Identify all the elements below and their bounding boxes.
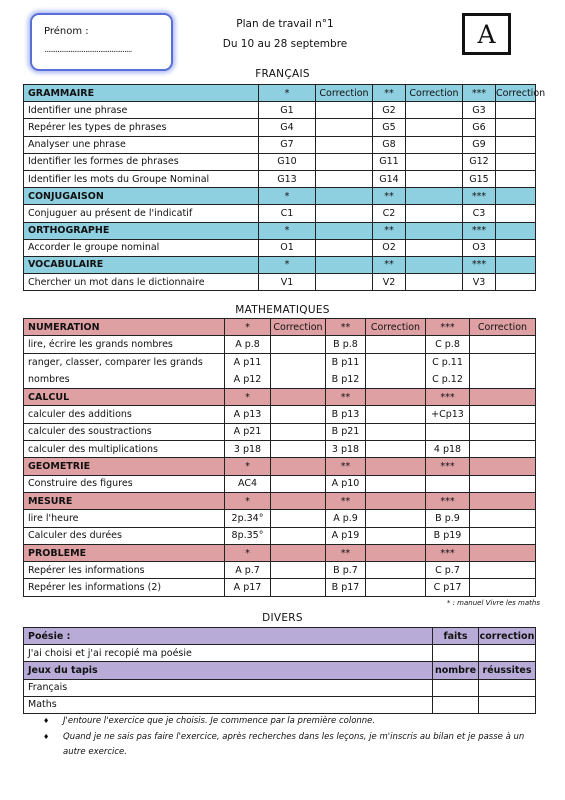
- section-label: CALCUL: [24, 389, 225, 406]
- date-range: Du 10 au 28 septembre: [222, 38, 348, 50]
- exercise-ref: B p17: [326, 579, 366, 596]
- level-header: **: [373, 85, 406, 102]
- skill-label: Chercher un mot dans le dictionnaire: [24, 274, 259, 291]
- skill-label: lire l'heure: [24, 510, 225, 527]
- check-cell[interactable]: [366, 510, 426, 527]
- exercise-ref: G2: [373, 102, 406, 119]
- level-header: **: [326, 492, 366, 509]
- check-cell[interactable]: [496, 136, 536, 153]
- level-header: réussites: [479, 662, 536, 679]
- check-cell[interactable]: [366, 441, 426, 458]
- check-cell[interactable]: [271, 562, 326, 579]
- exercise-ref: [426, 475, 470, 492]
- skill-label: Identifier une phrase: [24, 102, 259, 119]
- check-cell: [271, 458, 326, 475]
- exercise-ref: B p.8: [326, 336, 366, 353]
- level-header: correction: [479, 628, 536, 645]
- name-label: Prénom :: [44, 26, 89, 37]
- exercise-ref: V1: [259, 274, 316, 291]
- level-header: **: [326, 544, 366, 561]
- document-title-block: [210, 14, 360, 54]
- check-cell[interactable]: [366, 475, 426, 492]
- check-cell[interactable]: [271, 527, 326, 544]
- check-cell: [366, 458, 426, 475]
- exercise-ref: A p21: [225, 423, 271, 440]
- check-cell[interactable]: [271, 353, 326, 389]
- exercise-ref: G15: [463, 170, 496, 187]
- check-cell: [366, 544, 426, 561]
- level-header: **: [373, 188, 406, 205]
- table-row: [24, 353, 536, 389]
- skill-label: calculer des multiplications: [24, 441, 225, 458]
- level-header: ***: [463, 85, 496, 102]
- check-cell: [271, 492, 326, 509]
- check-cell[interactable]: [470, 475, 536, 492]
- level-header: *: [259, 188, 316, 205]
- section-header-row: [24, 319, 536, 336]
- table-row: [24, 170, 536, 187]
- exercise-ref: G14: [373, 170, 406, 187]
- exercise-ref: C2: [373, 205, 406, 222]
- section-label: GRAMMAIRE: [24, 85, 259, 102]
- exercise-ref: +Cp13: [426, 406, 470, 423]
- check-cell[interactable]: [496, 153, 536, 170]
- level-badge: A: [462, 13, 511, 55]
- table-row: [24, 441, 536, 458]
- check-cell[interactable]: [470, 406, 536, 423]
- check-cell[interactable]: [479, 679, 536, 696]
- level-header: ***: [463, 256, 496, 273]
- level-header: **: [373, 222, 406, 239]
- level-header: ***: [426, 544, 470, 561]
- table-row: [24, 239, 536, 256]
- instruction-item: ♦ J'entoure l'exercice que je choisis. Je commence par la première colonne.: [43, 714, 538, 730]
- table-row: [24, 136, 536, 153]
- divers-title: DIVERS: [262, 612, 303, 624]
- exercise-ref: G7: [259, 136, 316, 153]
- exercise-ref: AC4: [225, 475, 271, 492]
- check-cell: [470, 389, 536, 406]
- section-header-row: [24, 492, 536, 509]
- check-cell: [316, 256, 373, 273]
- check-cell: [316, 222, 373, 239]
- skill-label: Calculer des durées: [24, 527, 225, 544]
- exercise-ref: C p.8: [426, 336, 470, 353]
- exercise-ref: 3 p18: [225, 441, 271, 458]
- name-box: [30, 13, 173, 71]
- level-header: *: [259, 222, 316, 239]
- check-cell[interactable]: [406, 119, 463, 136]
- exercise-ref: O1: [259, 239, 316, 256]
- section-label: PROBLEME: [24, 544, 225, 561]
- check-cell[interactable]: [433, 679, 479, 696]
- exercise-ref: A p19: [326, 527, 366, 544]
- check-cell: [406, 222, 463, 239]
- exercise-ref: V3: [463, 274, 496, 291]
- exercise-ref: B p.9: [426, 510, 470, 527]
- check-cell[interactable]: [406, 274, 463, 291]
- check-cell[interactable]: [470, 423, 536, 440]
- level-header: *: [225, 492, 271, 509]
- check-cell: [496, 222, 536, 239]
- section-label: Poésie :: [24, 628, 433, 645]
- check-cell[interactable]: [496, 170, 536, 187]
- check-cell[interactable]: [366, 579, 426, 596]
- section-header-row: [24, 458, 536, 475]
- skill-label: Accorder le groupe nominal: [24, 239, 259, 256]
- exercise-ref: V2: [373, 274, 406, 291]
- check-cell[interactable]: [316, 170, 373, 187]
- francais-table: [23, 84, 546, 291]
- exercise-ref: G4: [259, 119, 316, 136]
- level-header: **: [326, 458, 366, 475]
- exercise-ref: G13: [259, 170, 316, 187]
- check-cell[interactable]: [406, 102, 463, 119]
- maths-body: [24, 319, 536, 597]
- section-header-row: [24, 256, 536, 273]
- exercise-ref: 4 p18: [426, 441, 470, 458]
- table-row: [24, 696, 536, 713]
- table-row: [24, 510, 536, 527]
- level-header: *: [225, 389, 271, 406]
- check-cell[interactable]: [479, 645, 536, 662]
- check-cell: [470, 458, 536, 475]
- exercise-ref: B p11 B p12: [326, 353, 366, 389]
- exercise-ref: B p21: [326, 423, 366, 440]
- skill-label: Repérer les informations (2): [24, 579, 225, 596]
- instructions-list: [43, 714, 538, 761]
- exercise-ref: G6: [463, 119, 496, 136]
- section-label: Jeux du tapis: [24, 662, 433, 679]
- check-cell[interactable]: [496, 102, 536, 119]
- instruction-item: ♦ Quand je ne sais pas faire l'exercice, après recherches dans les leçons, je m'inscris au bilan et je passe à un autre exercice.: [43, 730, 538, 761]
- check-cell[interactable]: [406, 170, 463, 187]
- exercise-ref: 8p.35°: [225, 527, 271, 544]
- check-cell[interactable]: [433, 645, 479, 662]
- check-cell[interactable]: [433, 696, 479, 713]
- exercise-ref: G5: [373, 119, 406, 136]
- check-cell: [316, 188, 373, 205]
- exercise-ref: G12: [463, 153, 496, 170]
- exercise-ref: G8: [373, 136, 406, 153]
- level-header: **: [373, 256, 406, 273]
- exercise-ref: O2: [373, 239, 406, 256]
- skill-label: J'ai choisi et j'ai recopié ma poésie: [24, 645, 433, 662]
- check-cell[interactable]: [406, 136, 463, 153]
- section-header-row: [24, 628, 536, 645]
- section-label: ORTHOGRAPHE: [24, 222, 259, 239]
- exercise-ref: G11: [373, 153, 406, 170]
- section-label: CONJUGAISON: [24, 188, 259, 205]
- level-header: ***: [426, 492, 470, 509]
- skill-label: Maths: [24, 696, 433, 713]
- table-row: [24, 153, 536, 170]
- section-header-row: [24, 662, 536, 679]
- check-cell: [366, 389, 426, 406]
- check-cell[interactable]: [470, 527, 536, 544]
- exercise-ref: A p13: [225, 406, 271, 423]
- skill-label: Français: [24, 679, 433, 696]
- skill-label: Identifier les formes de phrases: [24, 153, 259, 170]
- exercise-ref: B p.7: [326, 562, 366, 579]
- exercise-ref: G9: [463, 136, 496, 153]
- skill-label: Conjuguer au présent de l'indicatif: [24, 205, 259, 222]
- level-header: nombre: [433, 662, 479, 679]
- exercise-ref: G1: [259, 102, 316, 119]
- maths-title: MATHEMATIQUES: [235, 304, 330, 316]
- exercise-ref: 3 p18: [326, 441, 366, 458]
- table-row: [24, 527, 536, 544]
- table-row: [24, 579, 536, 596]
- exercise-ref: O3: [463, 239, 496, 256]
- check-cell[interactable]: [316, 153, 373, 170]
- level-header: ***: [426, 389, 470, 406]
- name-field[interactable]: ...............................................: [44, 45, 132, 55]
- exercise-ref: C1: [259, 205, 316, 222]
- check-cell[interactable]: [470, 353, 536, 389]
- check-cell[interactable]: [271, 406, 326, 423]
- section-header-row: [24, 188, 536, 205]
- exercise-ref: B p13: [326, 406, 366, 423]
- skill-label: Repérer les types de phrases: [24, 119, 259, 136]
- exercise-ref: A p17: [225, 579, 271, 596]
- check-cell: [470, 544, 536, 561]
- check-cell[interactable]: [366, 353, 426, 389]
- check-cell: [271, 544, 326, 561]
- divers-body: [24, 628, 536, 714]
- check-cell[interactable]: [316, 205, 373, 222]
- check-cell[interactable]: [366, 336, 426, 353]
- check-cell[interactable]: [406, 205, 463, 222]
- check-cell: Correction: [406, 85, 463, 102]
- check-cell[interactable]: [479, 696, 536, 713]
- level-header: ***: [463, 188, 496, 205]
- check-cell: Correction: [316, 85, 373, 102]
- check-cell[interactable]: [470, 510, 536, 527]
- table-row: [24, 423, 536, 440]
- table-row: [24, 119, 536, 136]
- check-cell: [496, 188, 536, 205]
- check-cell[interactable]: [496, 205, 536, 222]
- check-cell[interactable]: [316, 239, 373, 256]
- level-header: ***: [426, 458, 470, 475]
- check-cell: [496, 256, 536, 273]
- check-cell[interactable]: [366, 423, 426, 440]
- check-cell: Correction: [470, 319, 536, 336]
- exercise-ref: A p10: [326, 475, 366, 492]
- level-header: **: [326, 319, 366, 336]
- skill-label: Repérer les informations: [24, 562, 225, 579]
- table-row: [24, 475, 536, 492]
- check-cell[interactable]: [470, 579, 536, 596]
- exercise-ref: C p17: [426, 579, 470, 596]
- check-cell[interactable]: [406, 153, 463, 170]
- section-label: NUMERATION: [24, 319, 225, 336]
- check-cell[interactable]: [470, 336, 536, 353]
- check-cell[interactable]: [271, 475, 326, 492]
- check-cell[interactable]: [271, 441, 326, 458]
- check-cell: [366, 492, 426, 509]
- exercise-ref: B p19: [426, 527, 470, 544]
- maths-table: [23, 318, 536, 597]
- exercise-ref: A p.9: [326, 510, 366, 527]
- check-cell: [406, 256, 463, 273]
- check-cell[interactable]: [470, 562, 536, 579]
- level-header: *: [259, 256, 316, 273]
- check-cell[interactable]: [316, 136, 373, 153]
- exercise-ref: C3: [463, 205, 496, 222]
- check-cell[interactable]: [406, 239, 463, 256]
- table-row: [24, 562, 536, 579]
- exercise-ref: C p.7: [426, 562, 470, 579]
- skill-label: Identifier les mots du Groupe Nominal: [24, 170, 259, 187]
- check-cell[interactable]: [496, 239, 536, 256]
- check-cell[interactable]: [366, 406, 426, 423]
- skill-label: Analyser une phrase: [24, 136, 259, 153]
- check-cell: [406, 188, 463, 205]
- level-header: faits: [433, 628, 479, 645]
- check-cell[interactable]: [271, 510, 326, 527]
- level-header: *: [259, 85, 316, 102]
- check-cell: Correction: [496, 85, 536, 102]
- check-cell: [470, 492, 536, 509]
- skill-label: ranger, classer, comparer les grands nombres: [24, 353, 225, 389]
- check-cell[interactable]: [271, 336, 326, 353]
- francais-body: [24, 85, 546, 291]
- skill-label: Construire des figures: [24, 475, 225, 492]
- skill-label: lire, écrire les grands nombres: [24, 336, 225, 353]
- check-cell: Correction: [271, 319, 326, 336]
- check-cell[interactable]: [366, 562, 426, 579]
- level-header: ***: [426, 319, 470, 336]
- table-row: [24, 645, 536, 662]
- check-cell: [271, 389, 326, 406]
- exercise-ref: 2p.34°: [225, 510, 271, 527]
- exercise-ref: G10: [259, 153, 316, 170]
- exercise-ref: A p11 A p12: [225, 353, 271, 389]
- skill-label: calculer des soustractions: [24, 423, 225, 440]
- check-cell[interactable]: [496, 119, 536, 136]
- table-row: [24, 406, 536, 423]
- section-label: VOCABULAIRE: [24, 256, 259, 273]
- section-header-row: [24, 85, 536, 102]
- table-row: [24, 336, 536, 353]
- table-row: [24, 274, 536, 291]
- check-cell[interactable]: [470, 441, 536, 458]
- check-cell[interactable]: [316, 119, 373, 136]
- check-cell: Correction: [366, 319, 426, 336]
- check-cell[interactable]: [366, 527, 426, 544]
- level-header: *: [225, 319, 271, 336]
- check-cell[interactable]: [316, 274, 373, 291]
- divers-table: [23, 627, 536, 714]
- check-cell[interactable]: [316, 102, 373, 119]
- page-title: Plan de travail n°1: [236, 18, 334, 30]
- maths-footnote: * : manuel Vivre les maths: [446, 599, 540, 607]
- table-row: [24, 679, 536, 696]
- level-header: *: [225, 458, 271, 475]
- section-header-row: [24, 389, 536, 406]
- exercise-ref: A p.8: [225, 336, 271, 353]
- exercise-ref: G3: [463, 102, 496, 119]
- check-cell[interactable]: [271, 579, 326, 596]
- exercise-ref: [426, 423, 470, 440]
- check-cell[interactable]: [496, 274, 536, 291]
- section-label: MESURE: [24, 492, 225, 509]
- level-header: *: [225, 544, 271, 561]
- section-label: GEOMETRIE: [24, 458, 225, 475]
- francais-title: FRANÇAIS: [255, 68, 310, 80]
- table-row: [24, 102, 536, 119]
- section-header-row: [24, 544, 536, 561]
- level-header: ***: [463, 222, 496, 239]
- level-header: **: [326, 389, 366, 406]
- exercise-ref: C p.11 C p.12: [426, 353, 470, 389]
- skill-label: calculer des additions: [24, 406, 225, 423]
- check-cell[interactable]: [271, 423, 326, 440]
- exercise-ref: A p.7: [225, 562, 271, 579]
- section-header-row: [24, 222, 536, 239]
- table-row: [24, 205, 536, 222]
